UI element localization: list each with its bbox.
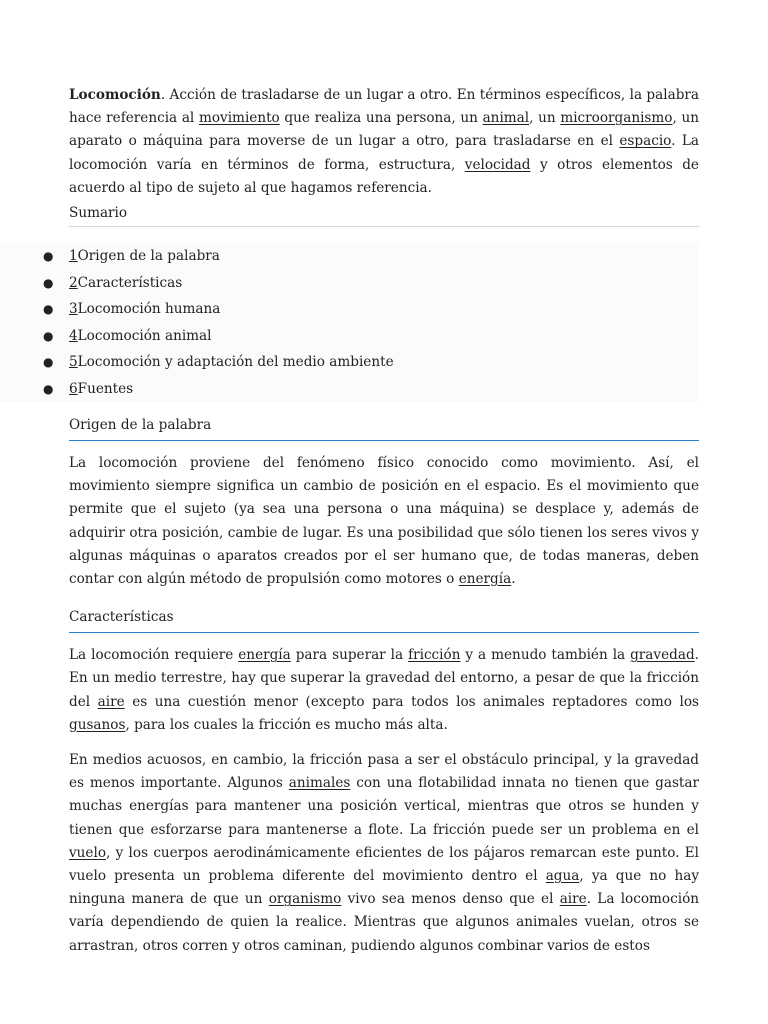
intro-text: , un bbox=[529, 110, 561, 127]
bullet-icon: ● bbox=[43, 355, 54, 370]
intro-text: . La locomoción varía en términos de forma, estructura, bbox=[69, 133, 699, 173]
caracteristicas-paragraph-2 bbox=[69, 749, 699, 958]
link-energia[interactable]: energía bbox=[238, 647, 291, 664]
origen-text: . bbox=[511, 571, 516, 588]
summary-item[interactable] bbox=[0, 243, 699, 270]
link-animales[interactable]: animales bbox=[288, 775, 351, 792]
summary-item-number[interactable]: 6 bbox=[69, 380, 78, 397]
intro-text: , un aparato o máquina para moverse de un lugar a otro, para trasladarse en el bbox=[69, 110, 699, 150]
summary-item-label[interactable]: Características bbox=[77, 274, 183, 291]
link-energia[interactable]: energía bbox=[458, 571, 512, 588]
intro-text: que realiza una persona, un bbox=[279, 110, 483, 127]
paragraph-text: La locomoción requiere bbox=[69, 647, 239, 664]
paragraph-text: , ya que no hay ninguna manera de que un bbox=[69, 868, 699, 908]
bullet-icon: ● bbox=[43, 249, 54, 264]
link-aire[interactable]: aire bbox=[559, 891, 587, 908]
summary-item-label[interactable]: Locomoción animal bbox=[77, 327, 212, 344]
bullet-icon: ● bbox=[43, 328, 54, 343]
link-aire[interactable]: aire bbox=[97, 693, 125, 710]
link-agua[interactable]: agua bbox=[545, 868, 580, 885]
summary-item-number[interactable]: 1 bbox=[69, 248, 78, 265]
summary-item[interactable] bbox=[0, 296, 699, 323]
section-heading-origen: Origen de la palabra bbox=[69, 414, 699, 441]
summary-item-label[interactable]: Locomoción humana bbox=[77, 301, 221, 318]
paragraph-text: . En un medio terrestre, hay que superar la gravedad del entorno, a pesar de que la fricción del bbox=[69, 647, 699, 710]
paragraph-text: . La locomoción varía dependiendo de quien la realice. Mientras que algunos animales vuelan, otros se arrastran, otros corren y otros caminan, pudiendo algunos combinar varios de estos bbox=[69, 891, 700, 954]
paragraph-text: , y los cuerpos aerodinámicamente eficientes de los pájaros remarcan este punto. El vuelo presenta un problema diferente del movimiento dentro el bbox=[69, 844, 699, 885]
link-velocidad[interactable]: velocidad bbox=[464, 156, 531, 173]
summary-item[interactable] bbox=[0, 323, 699, 350]
summary-item-number[interactable]: 4 bbox=[69, 327, 78, 344]
origen-text: La locomoción proviene del fenómeno físico conocido como movimiento. Así, el movimiento siempre significa un cambio de posición en el espacio. Es el movimiento que permite que el sujeto (ya sea una persona o una máquina) se desplace y, además de adquirir otra posición, cambie de lugar. Es una posibilidad que sólo tienen los seres vivos y algunas máquinas o aparatos creados por el ser humano que, de todas maneras, deben contar con algún método de propulsión como motores o bbox=[69, 455, 699, 588]
link-movimiento[interactable]: movimiento bbox=[198, 110, 280, 127]
intro-term: Locomoción bbox=[69, 87, 161, 103]
paragraph-text: es una cuestión menor (excepto para todos los animales reptadores como los bbox=[124, 693, 699, 710]
link-friccion[interactable]: fricción bbox=[408, 647, 461, 664]
summary-item-label[interactable]: Origen de la palabra bbox=[77, 248, 220, 265]
section-heading-caracteristicas: Características bbox=[69, 606, 699, 633]
summary-item-number[interactable]: 5 bbox=[69, 354, 78, 371]
summary-item-label[interactable]: Locomoción y adaptación del medio ambiente bbox=[77, 354, 394, 371]
origen-paragraph bbox=[69, 452, 699, 591]
intro-text: y otros elementos de acuerdo al tipo de sujeto al que hagamos referencia. bbox=[69, 156, 699, 196]
intro-text: . Acción de trasladarse de un lugar a otro. En términos específicos, la palabra hace referencia al bbox=[69, 87, 699, 127]
summary-item-number[interactable]: 3 bbox=[69, 301, 78, 318]
paragraph-text: , para los cuales la fricción es mucho más alta. bbox=[125, 716, 448, 733]
summary-item-label[interactable]: Fuentes bbox=[77, 380, 134, 397]
paragraph-text: En medios acuosos, en cambio, la fricción pasa a ser el obstáculo principal, y la gravedad es menos importante. Algunos bbox=[69, 752, 699, 792]
link-espacio[interactable]: espacio bbox=[619, 133, 672, 150]
link-microorganismo[interactable]: microorganismo bbox=[560, 110, 673, 127]
paragraph-text: con una flotabilidad innata no tienen que gastar muchas energías para mantener una posición vertical, mientras que otros se hunden y tienen que esforzarse para mantenerse a flote. La fricción puede ser un problema en el bbox=[69, 775, 699, 838]
paragraph-text: vivo sea menos denso que el bbox=[341, 891, 560, 908]
link-gravedad[interactable]: gravedad bbox=[630, 647, 695, 664]
link-animal[interactable]: animal bbox=[482, 110, 530, 127]
link-vuelo[interactable]: vuelo bbox=[69, 844, 107, 861]
summary-list bbox=[0, 243, 699, 402]
paragraph-text: y a menudo también la bbox=[460, 647, 631, 664]
intro-paragraph bbox=[69, 84, 699, 200]
caracteristicas-paragraph-1 bbox=[69, 644, 699, 737]
article-content bbox=[43, 84, 700, 958]
summary-item[interactable] bbox=[0, 270, 699, 297]
summary-title: Sumario bbox=[69, 202, 699, 227]
summary-item[interactable] bbox=[0, 349, 699, 376]
paragraph-text: para superar la bbox=[290, 647, 409, 664]
summary-item[interactable] bbox=[0, 376, 699, 403]
link-organismo[interactable]: organismo bbox=[268, 891, 342, 908]
bullet-icon: ● bbox=[43, 275, 54, 290]
bullet-icon: ● bbox=[43, 302, 54, 317]
link-gusanos[interactable]: gusanos bbox=[69, 716, 126, 733]
summary-item-number[interactable]: 2 bbox=[69, 274, 78, 291]
bullet-icon: ● bbox=[43, 381, 54, 396]
